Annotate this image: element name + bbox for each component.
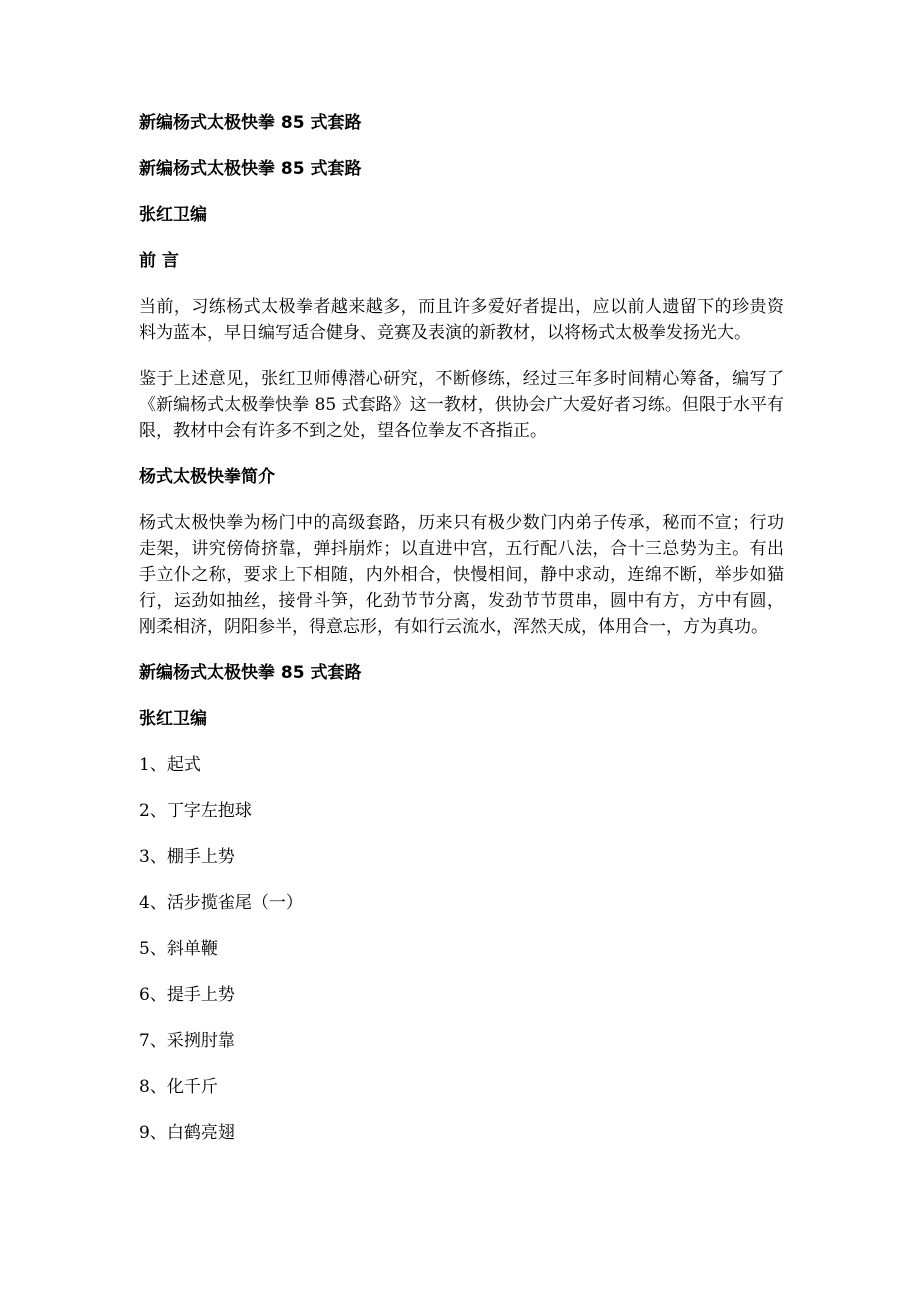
list-item: 7、采挒肘靠	[139, 1031, 235, 1051]
preface-heading: 前 言	[139, 251, 179, 271]
preface-paragraph-2: 鉴于上述意见，张红卫师傅潜心研究，不断修练，经过三年多时间精心筹备，编写了《新编杨式太极拳快拳 85 式套路》这一教材，供协会广大爱好者习练。但限于水平有限，教材中会有许多不到之处，望各位拳友不吝指正。	[139, 369, 784, 441]
author-line: 张红卫编	[139, 205, 207, 225]
list-item: 3、棚手上势	[139, 847, 235, 867]
list-item: 4、活步揽雀尾（一）	[139, 893, 303, 913]
intro-heading: 杨式太极快拳简介	[139, 467, 275, 487]
preface-paragraph-1: 当前，习练杨式太极拳者越来越多，而且许多爱好者提出，应以前人遗留下的珍贵资料为蓝本，早日编写适合健身、竞赛及表演的新教材，以将杨式太极拳发扬光大。	[139, 297, 784, 343]
list-item: 1、起式	[139, 755, 201, 775]
document-subtitle: 新编杨式太极快拳 85 式套路	[139, 159, 362, 179]
list-item: 9、白鹤亮翅	[139, 1123, 235, 1143]
routine-title: 新编杨式太极快拳 85 式套路	[139, 663, 362, 683]
list-item: 6、提手上势	[139, 985, 235, 1005]
document-title: 新编杨式太极快拳 85 式套路	[139, 113, 362, 133]
document-page	[139, 110, 784, 1166]
list-item: 8、化千斤	[139, 1077, 218, 1097]
list-item: 2、丁字左抱球	[139, 801, 252, 821]
list-item: 5、斜单鞭	[139, 939, 218, 959]
routine-author: 张红卫编	[139, 709, 207, 729]
moves-list	[139, 752, 784, 1146]
intro-paragraph: 杨式太极快拳为杨门中的高级套路，历来只有极少数门内弟子传承，秘而不宣；行功走架，讲究傍倚挤靠，弹抖崩炸；以直进中宫，五行配八法，合十三总势为主。有出手立仆之称，要求上下相随，内外相合，快慢相间，静中求动，连绵不断，举步如猫行，运劲如抽丝，接骨斗笋，化劲节节分离，发劲节节贯串，圆中有方，方中有圆，刚柔相济，阴阳参半，得意忘形，有如行云流水，浑然天成，体用合一，方为真功。	[139, 513, 784, 637]
